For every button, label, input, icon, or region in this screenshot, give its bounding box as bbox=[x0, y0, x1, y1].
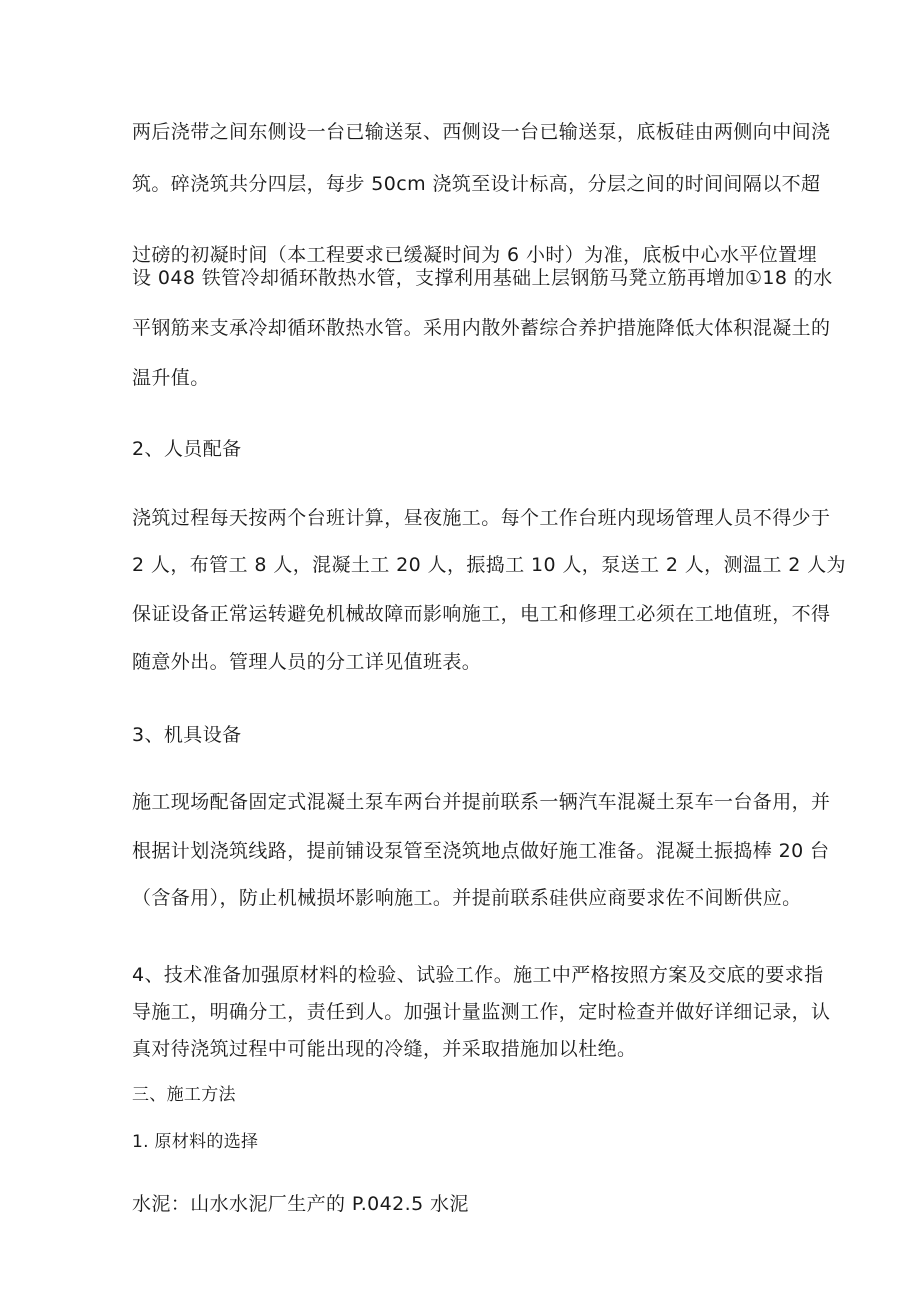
paragraph-3-line-3: （含备用），防止机械损坏影响施工。并提前联系硅供应商要求佐不间断供应。 bbox=[132, 887, 802, 909]
paragraph-2-line-2: 2 人，布管工 8 人，混凝土工 20 人，振捣工 10 人，泵送工 2 人，测温工 2 人为 bbox=[132, 554, 846, 576]
paragraph-1-line-6: 温升值。 bbox=[132, 367, 210, 389]
paragraph-2-line-1: 浇筑过程每天按两个台班计算，昼夜施工。每个工作台班内现场管理人员不得少于 bbox=[132, 507, 831, 529]
cement-spec-line: 水泥：山水水泥厂生产的 P.042.5 水泥 bbox=[132, 1193, 469, 1215]
paragraph-1-line-4: 设 048 铁管冷却循环散热水管，支撑利用基础上层钢筋马凳立筋再增加①18 的水 bbox=[132, 267, 833, 289]
paragraph-2-line-3: 保证设备正常运转避免机械故障而影响施工，电工和修理工必须在工地值班，不得 bbox=[132, 603, 831, 625]
section-heading-construction-method: 三、施工方法 bbox=[132, 1085, 236, 1105]
paragraph-3-line-1: 施工现场配备固定式混凝土泵车两台并提前联系一辆汽车混凝土泵车一台备用，并 bbox=[132, 791, 831, 813]
paragraph-1-line-2: 筑。碎浇筑共分四层，每步 50cm 浇筑至设计标高，分层之间的时间间隔以不超 bbox=[132, 173, 821, 195]
paragraph-4-line-2: 导施工，明确分工，责任到人。加强计量监测工作，定时检查并做好详细记录，认 bbox=[132, 1001, 831, 1023]
paragraph-1-line-3: 过磅的初凝时间（本工程要求已缓凝时间为 6 小时）为准，底板中心水平位置埋 bbox=[132, 244, 817, 266]
paragraph-4-line-1: 4、技术准备加强原材料的检验、试验工作。施工中严格按照方案及交底的要求指 bbox=[132, 964, 824, 986]
section-heading-equipment: 3、机具设备 bbox=[132, 724, 242, 746]
paragraph-3-line-2: 根据计划浇筑线路，提前铺设泵管至浇筑地点做好施工准备。混凝土振捣棒 20 台 bbox=[132, 840, 830, 862]
paragraph-1-line-5: 平钢筋来支承冷却循环散热水管。采用内散外蓄综合养护措施降低大体积混凝土的 bbox=[132, 317, 831, 339]
paragraph-4-line-3: 真对待浇筑过程中可能出现的冷缝，并采取措施加以杜绝。 bbox=[132, 1038, 637, 1060]
paragraph-1-line-1: 两后浇带之间东侧设一台已输送泵、西侧设一台已输送泵，底板硅由两侧向中间浇 bbox=[132, 121, 831, 143]
section-heading-personnel: 2、人员配备 bbox=[132, 438, 242, 460]
subsection-heading-raw-materials: 1. 原材料的选择 bbox=[132, 1132, 259, 1152]
paragraph-2-line-4: 随意外出。管理人员的分工详见值班表。 bbox=[132, 651, 482, 673]
